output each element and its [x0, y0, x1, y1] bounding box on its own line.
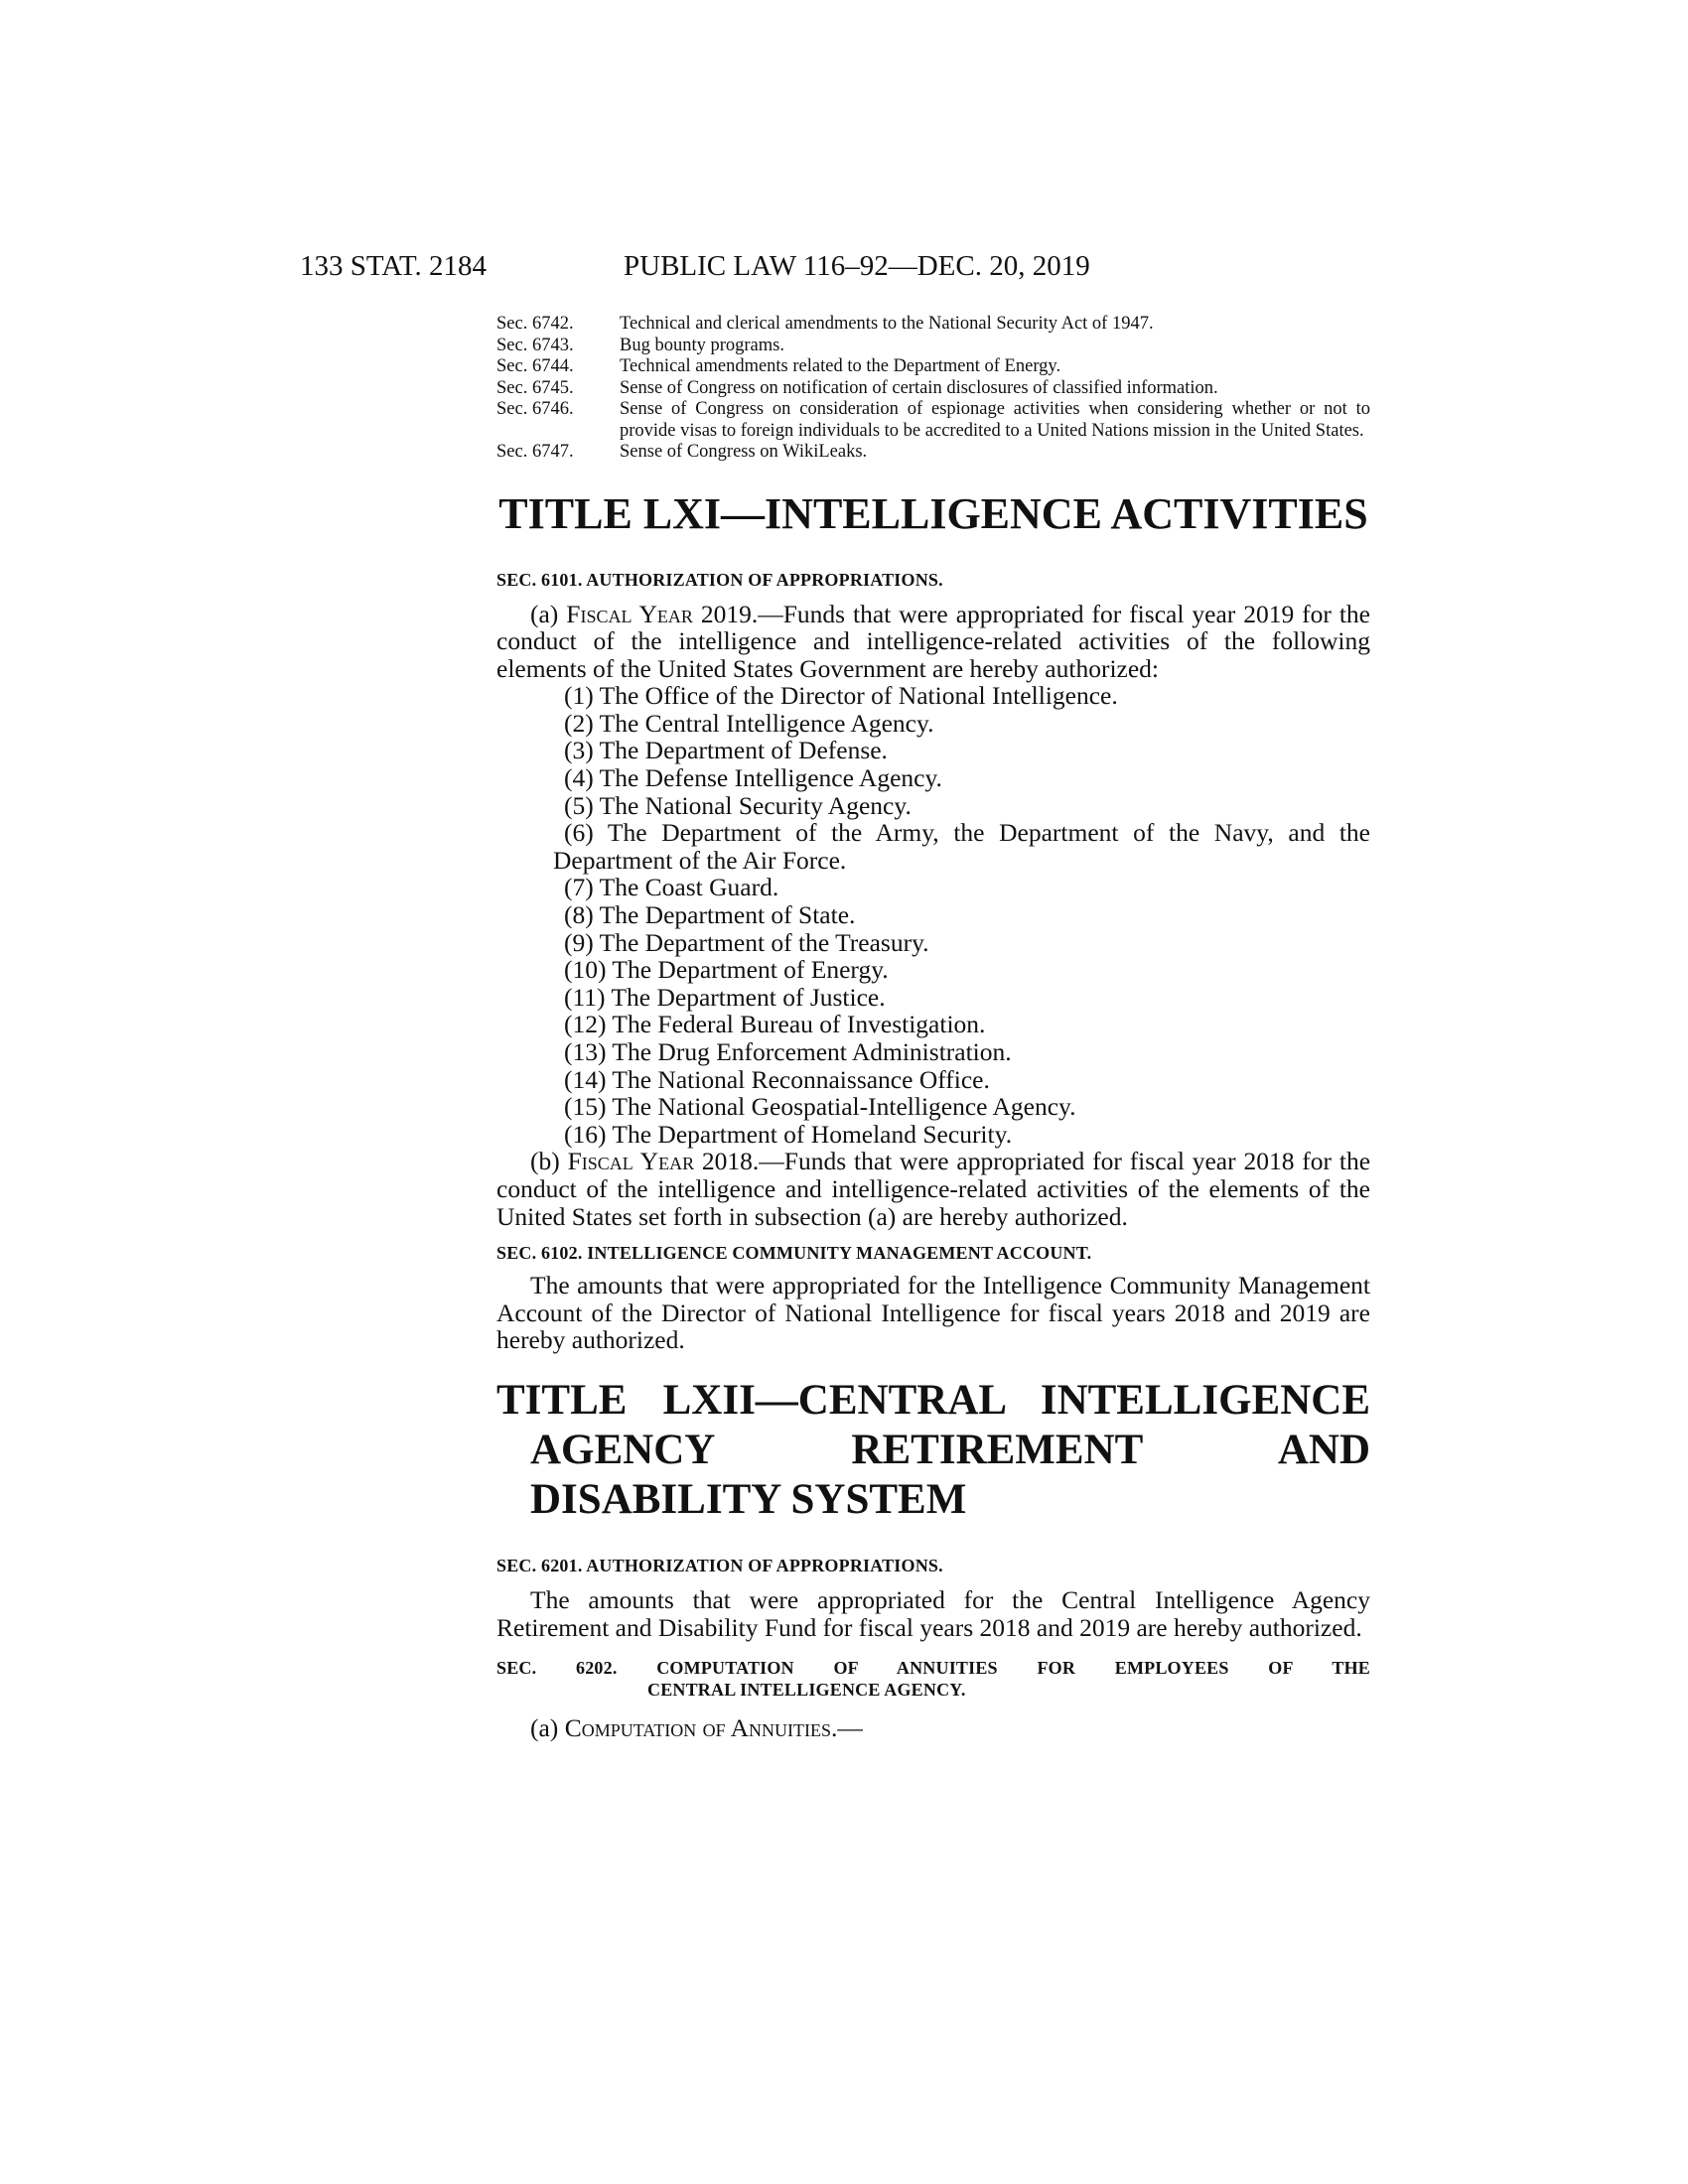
public-law-running-head: PUBLIC LAW 116–92—DEC. 20, 2019 [624, 250, 1090, 282]
sec-6201-text: The amounts that were appropriated for the Central Intelligence Agency Retirement and Disability Fund for fiscal years 2018 and 2019 are hereby authorized. [496, 1584, 1370, 1642]
subsection-dash: .— [831, 1713, 863, 1743]
toc-section-title: Technical amendments related to the Department of Energy. [620, 356, 1061, 376]
sec-6101-subsection-b [496, 1148, 1370, 1230]
toc-item [496, 336, 1370, 357]
list-item: (5) The National Security Agency. [564, 790, 912, 820]
toc-section-title: Technical and clerical amendments to the National Security Act of 1947. [620, 314, 1154, 334]
document-body [496, 314, 1370, 1742]
list-item: (12) The Federal Bureau of Investigation. [564, 1010, 986, 1039]
toc-section-title: Sense of Congress on notification of certain disclosures of classified information. [620, 377, 1218, 398]
sec-6202-subsection-a [496, 1714, 1370, 1742]
toc-section-number: Sec. 6745. [496, 377, 574, 398]
list-item: (7) The Coast Guard. [564, 873, 779, 902]
title-lxi-heading: TITLE LXI—INTELLIGENCE ACTIVITIES [498, 488, 1368, 538]
toc-section-number: Sec. 6746. [496, 399, 574, 419]
toc-section-number: Sec. 6747. [496, 442, 574, 462]
list-item: (16) The Department of Homeland Security. [564, 1119, 1013, 1149]
sec-6102-heading: SEC. 6102. INTELLIGENCE COMMUNITY MANAGEMENT ACCOUNT. [496, 1243, 1092, 1264]
sec-6202-heading [496, 1657, 1370, 1701]
list-item: (14) The National Reconnaissance Office. [564, 1064, 990, 1094]
list-item: (9) The Department of the Treasury. [564, 927, 929, 957]
toc-item [496, 378, 1370, 400]
list-item: (6) The Department of the Army, the Department of the Navy, and the Department of the Air Force. [553, 818, 1370, 875]
toc-section-number: Sec. 6742. [496, 314, 574, 334]
list-item: (13) The Drug Enforcement Administration. [564, 1037, 1012, 1066]
sec-6101-subsection-a [496, 601, 1370, 683]
subsection-text: 2019.—Funds that were appropriated for fiscal year 2019 for the conduct of the intelligence and intelligence-related activities of the following elements of the United States Government are hereby authorized: [496, 599, 1370, 683]
list-item: (4) The Defense Intelligence Agency. [564, 763, 942, 793]
list-item: (15) The National Geospatial-Intelligence Agency. [564, 1092, 1076, 1122]
toc-section-title: Sense of Congress on WikiLeaks. [620, 442, 868, 462]
toc-section-number: Sec. 6744. [496, 356, 574, 376]
subsection-label: (a) [530, 599, 567, 628]
list-item: (10) The Department of Energy. [564, 955, 889, 985]
toc-item [496, 356, 1370, 378]
sec-6101-heading: SEC. 6101. AUTHORIZATION OF APPROPRIATIONS. [496, 569, 943, 590]
sec-6102-text: The amounts that were appropriated for the Intelligence Community Management Account of the Director of National Intelligence for fiscal years 2018 and 2019 are hereby authorized. [496, 1271, 1370, 1355]
list-item: (11) The Department of Justice. [564, 982, 886, 1012]
statute-page-number: 133 STAT. 2184 [300, 250, 488, 282]
list-item: (8) The Department of State. [564, 900, 856, 930]
subsection-text: 2018.—Funds that were appropriated for fiscal year 2018 for the conduct of the intelligence and intelligence-related activities of the elements of the United States set forth in subsection (a) are hereby authorized. [496, 1147, 1371, 1231]
page-header [300, 246, 1372, 286]
subsection-caption: Fiscal Year [567, 1147, 695, 1176]
subsection-caption: Fiscal Year [566, 599, 693, 628]
list-item: (2) The Central Intelligence Agency. [564, 708, 934, 738]
toc-section-number: Sec. 6743. [496, 335, 574, 355]
table-of-contents [496, 314, 1370, 464]
title-lxii-heading: TITLE LXII—CENTRAL INTELLIGENCE AGENCY RETIREMENT AND DISABILITY SYSTEM [496, 1376, 1370, 1523]
subsection-label: (a) [530, 1713, 565, 1743]
toc-section-title: Bug bounty programs. [620, 335, 784, 355]
sec-6202-heading-line-2: CENTRAL INTELLIGENCE AGENCY. [647, 1680, 966, 1701]
toc-item [496, 399, 1370, 442]
subsection-label: (b) [530, 1147, 568, 1176]
sec-6201-heading: SEC. 6201. AUTHORIZATION OF APPROPRIATIONS. [496, 1555, 943, 1575]
toc-item [496, 442, 1370, 464]
list-item: (1) The Office of the Director of National Intelligence. [564, 681, 1118, 711]
list-item: (3) The Department of Defense. [564, 736, 888, 765]
subsection-caption: Computation of Annuities [564, 1713, 832, 1743]
toc-item [496, 314, 1370, 336]
toc-section-title: Sense of Congress on consideration of espionage activities when considering whether or not to provide visas to foreign individuals to be accredited to a United Nations mission in the United States. [620, 399, 1370, 441]
sec-6202-heading-line-1: SEC. 6202. COMPUTATION OF ANNUITIES FOR EMPLOYEES OF THE [496, 1658, 1370, 1679]
